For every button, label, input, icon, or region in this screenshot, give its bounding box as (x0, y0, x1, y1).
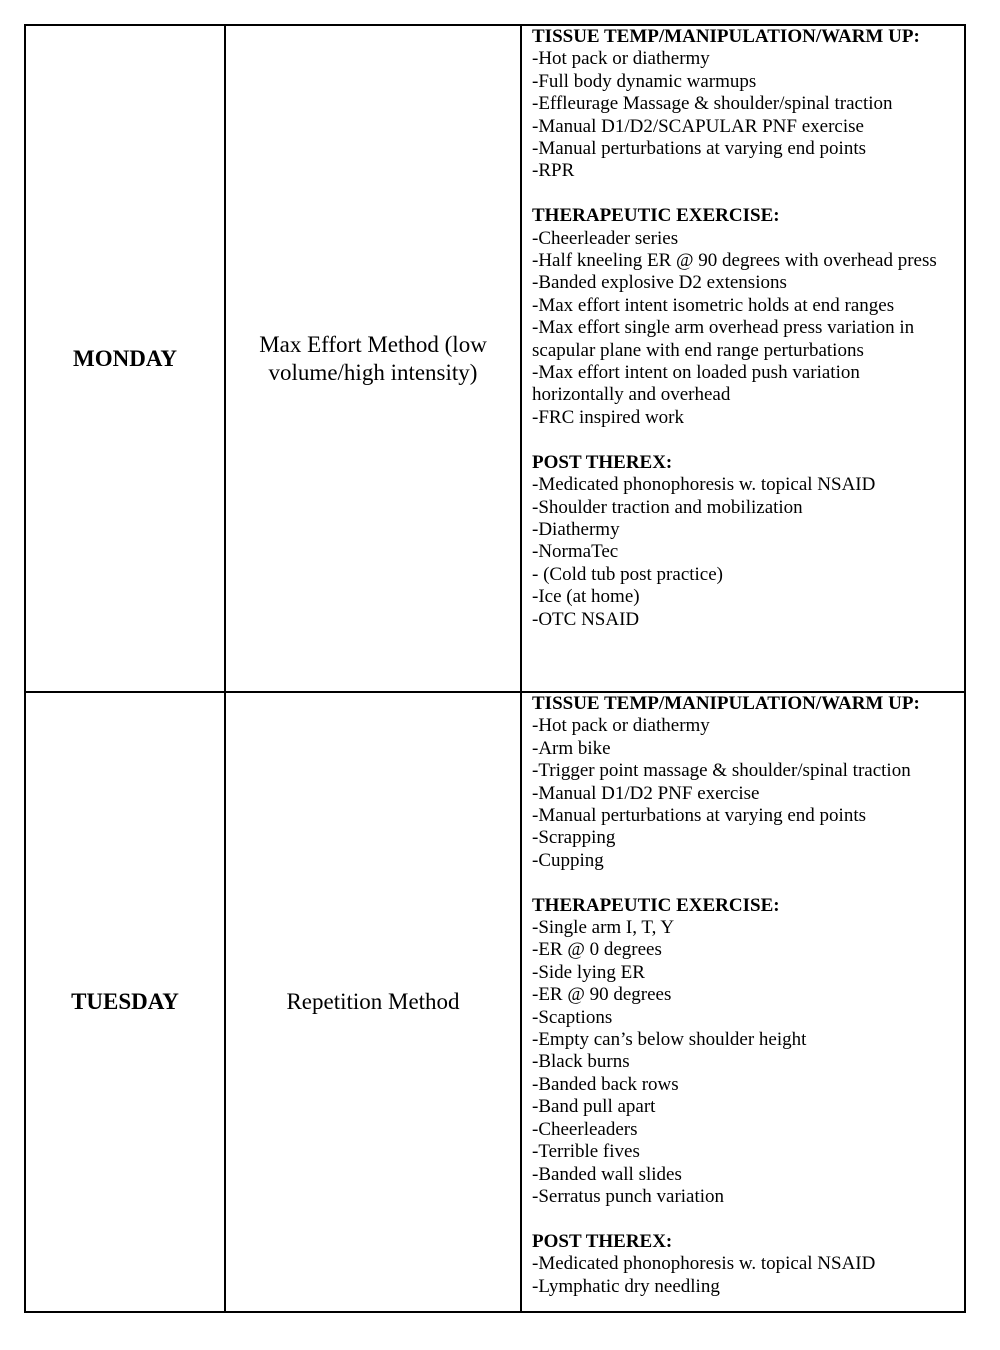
list-item: -Side lying ER (532, 961, 645, 983)
method-cell (226, 693, 522, 1311)
list-item: -Medicated phonophoresis w. topical NSAID (532, 1253, 876, 1275)
day-cell (26, 693, 226, 1311)
method-label: Max Effort Method (low volume/high intensity) (259, 331, 487, 385)
list-item: -Half kneeling ER @ 90 degrees with overhead press (532, 250, 937, 272)
list-item: -Diathermy (532, 518, 620, 540)
list-item: -Arm bike (532, 737, 611, 759)
list-item: -Manual perturbations at varying end points (532, 138, 867, 160)
list-item: -Terrible fives (532, 1141, 640, 1163)
list-item: -ER @ 0 degrees (532, 939, 662, 961)
list-item: -OTC NSAID (532, 608, 640, 630)
section-title: THERAPEUTIC EXERCISE: (532, 894, 780, 916)
list-item: -Max effort intent isometric holds at end ranges (532, 294, 895, 316)
list-item: -Ice (at home) (532, 586, 640, 608)
list-item: -Full body dynamic warmups (532, 70, 757, 92)
section-title: TISSUE TEMP/MANIPULATION/WARM UP: (532, 693, 920, 714)
section-spacer (532, 872, 956, 894)
section-spacer (532, 429, 956, 451)
list-item: -Manual perturbations at varying end points (532, 805, 867, 827)
method-label: Repetition Method (286, 989, 460, 1014)
list-item: -Manual D1/D2 PNF exercise (532, 782, 760, 804)
list-item: -Lymphatic dry needling (532, 1275, 720, 1297)
section-spacer (532, 1208, 956, 1230)
list-item: -Serratus punch variation (532, 1185, 725, 1207)
treatment-cell (522, 26, 964, 691)
list-item: -Hot pack or diathermy (532, 48, 710, 70)
list-item: -ER @ 90 degrees (532, 984, 672, 1006)
day-label: MONDAY (73, 345, 177, 371)
section-title: TISSUE TEMP/MANIPULATION/WARM UP: (532, 26, 920, 47)
section-spacer (532, 183, 956, 205)
list-item: -Scaptions (532, 1006, 613, 1028)
day-cell (26, 26, 226, 691)
list-item: -Cheerleader series (532, 227, 679, 249)
table-row (26, 26, 964, 693)
list-item: -Medicated phonophoresis w. topical NSAID (532, 474, 876, 496)
list-item: - (Cold tub post practice) (532, 563, 724, 585)
list-item: -NormaTec (532, 541, 619, 563)
schedule-table (24, 24, 966, 1313)
method-cell (226, 26, 522, 691)
list-item: -FRC inspired work (532, 406, 684, 428)
list-item: -Cupping (532, 849, 604, 871)
list-item: -Cheerleaders (532, 1118, 638, 1140)
list-item: -Max effort intent on loaded push variation horizontally and overhead (532, 362, 860, 406)
section-title: THERAPEUTIC EXERCISE: (532, 205, 780, 227)
section-title: POST THEREX: (532, 451, 673, 473)
treatment-cell (522, 693, 964, 1311)
list-item: -Manual D1/D2/SCAPULAR PNF exercise (532, 115, 864, 137)
list-item: -Band pull apart (532, 1096, 656, 1118)
list-item: -Banded explosive D2 extensions (532, 272, 787, 294)
day-label: TUESDAY (71, 989, 179, 1014)
section-title: POST THEREX: (532, 1230, 673, 1252)
list-item: -Banded wall slides (532, 1163, 682, 1185)
list-item: -Shoulder traction and mobilization (532, 496, 803, 518)
list-item: -Trigger point massage & shoulder/spinal traction (532, 760, 911, 782)
list-item: -Scrapping (532, 827, 616, 849)
list-item: -Effleurage Massage & shoulder/spinal traction (532, 93, 893, 115)
list-item: -Black burns (532, 1051, 630, 1073)
list-item: -Hot pack or diathermy (532, 715, 710, 737)
list-item: -Banded back rows (532, 1073, 679, 1095)
list-item: -Max effort single arm overhead press variation in scapular plane with end range perturbations (532, 317, 915, 361)
list-item: -Empty can’s below shoulder height (532, 1029, 807, 1051)
list-item: -Single arm I, T, Y (532, 917, 675, 939)
list-item: -RPR (532, 160, 575, 182)
table-row (26, 693, 964, 1311)
